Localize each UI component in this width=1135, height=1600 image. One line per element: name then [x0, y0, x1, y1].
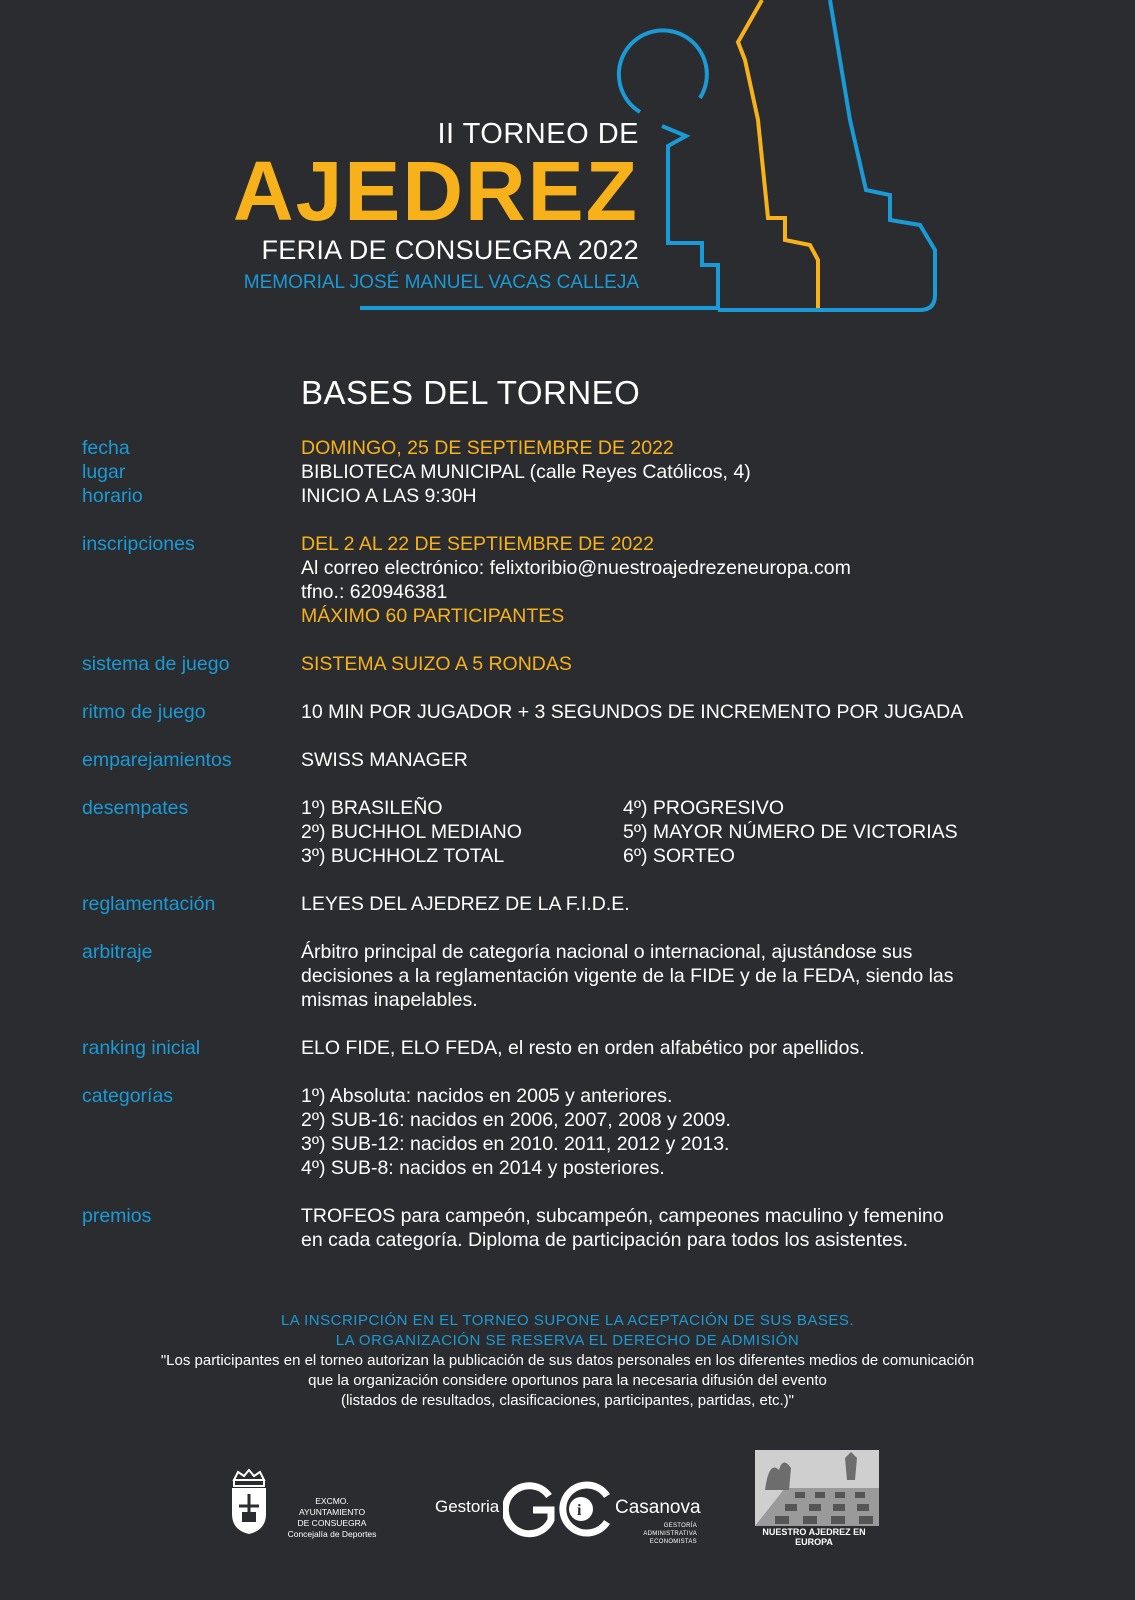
gestoria-word: Gestoria [435, 1497, 500, 1516]
casanova-sub2: ECONOMISTAS [649, 1539, 697, 1545]
categorias-value [301, 1084, 1082, 1180]
title-line1: II TORNEO DE [437, 118, 639, 150]
note-admission: LA ORGANIZACIÓN SE RESERVA EL DERECHO DE ADMISIÓN [335, 1332, 800, 1349]
desempate-item: 3º) BUCHHOLZ TOTAL [301, 845, 505, 867]
bases-list [82, 436, 1082, 1252]
row-horario [82, 484, 1082, 508]
sistema-label: sistema de juego [82, 653, 230, 675]
inscripciones-dates: DEL 2 AL 22 DE SEPTIEMBRE DE 2022 [301, 533, 654, 555]
note-privacy-line3: (listados de resultados, clasificaciones, participantes, partidas, etc.)" [340, 1392, 795, 1409]
inscripciones-label: inscripciones [82, 533, 195, 555]
casanova-subtitle [615, 1522, 697, 1546]
casanova-word: Casanova [615, 1497, 701, 1518]
arbitraje-line: mismas inapelables. [301, 989, 478, 1011]
title-block [233, 118, 639, 296]
consuegra-coat-of-arms-icon [228, 1468, 270, 1536]
desempate-item: 6º) SORTEO [623, 845, 735, 867]
sistema-value: SISTEMA SUIZO A 5 RONDAS [301, 653, 572, 675]
title-memorial: MEMORIAL JOSÉ MANUEL VACAS CALLEJA [243, 272, 639, 293]
ayuntamiento-text [284, 1496, 380, 1540]
reglamentacion-value: LEYES DEL AJEDREZ DE LA F.I.D.E. [301, 893, 630, 915]
categoria-line: 3º) SUB-12: nacidos en 2010. 2011, 2012 y 2013. [301, 1133, 730, 1155]
row-fecha [82, 436, 1082, 460]
categoria-line: 2º) SUB-16: nacidos en 2006, 2007, 2008 y 2009. [301, 1109, 731, 1131]
desempates-col2 [623, 796, 958, 868]
lugar-label: lugar [82, 461, 126, 483]
categoria-line: 1º) Absoluta: nacidos en 2005 y anteriores. [301, 1085, 673, 1107]
footer-note [0, 1311, 1135, 1411]
arbitraje-value [301, 940, 1082, 1012]
ritmo-label: ritmo de juego [82, 701, 206, 723]
desempate-item: 5º) MAYOR NÚMERO DE VICTORIAS [623, 821, 958, 843]
ayto-line3: Concejalía de Deportes [287, 1529, 377, 1539]
chessboard-engraving-icon [755, 1450, 879, 1526]
gc-monogram-icon [503, 1480, 611, 1538]
note-privacy-line1: "Los participantes en el torneo autorizan la publicación de sus datos personales en los diferentes medios de comunicación [160, 1352, 975, 1369]
note-acceptance: LA INSCRIPCIÓN EN EL TORNEO SUPONE LA ACEPTACIÓN DE SUS BASES. [280, 1312, 855, 1329]
row-ritmo [82, 700, 1082, 724]
desempate-item: 2º) BUCHHOL MEDIANO [301, 821, 522, 843]
row-inscripciones [82, 532, 1082, 628]
premios-line: TROFEOS para campeón, subcampeón, campeones maculino y femenino [301, 1205, 944, 1227]
row-categorias [82, 1084, 1082, 1180]
categorias-label: categorías [82, 1085, 174, 1107]
title-subtitle: FERIA DE CONSUEGRA 2022 [261, 235, 639, 265]
svg-text:i: i [577, 1502, 582, 1519]
casanova-sub1: GESTORÍA ADMINISTRATIVA [643, 1523, 697, 1537]
row-arbitraje [82, 940, 1082, 1012]
desempates-col1 [301, 796, 623, 868]
reglamentacion-label: reglamentación [82, 893, 216, 915]
row-lugar [82, 460, 1082, 484]
desempates-value [301, 796, 1082, 868]
horario-label: horario [82, 485, 143, 507]
desempate-item: 4º) PROGRESIVO [623, 797, 784, 819]
inscripciones-email: Al correo electrónico: felixtoribio@nuestroajedrezeneuropa.com [301, 557, 851, 579]
ranking-value: ELO FIDE, ELO FEDA, el resto en orden alfabético por apellidos. [301, 1037, 865, 1059]
horario-value: INICIO A LAS 9:30H [301, 485, 477, 507]
emparejamientos-label: emparejamientos [82, 749, 232, 771]
arbitraje-label: arbitraje [82, 941, 153, 963]
row-ranking [82, 1036, 1082, 1060]
row-reglamentacion [82, 892, 1082, 916]
row-desempates [82, 796, 1082, 868]
arbitraje-line: decisiones a la reglamentación vigente de la FIDE y de la FEDA, siendo las [301, 965, 954, 987]
desempate-item: 1º) BRASILEÑO [301, 797, 443, 819]
premios-label: premios [82, 1205, 152, 1227]
fecha-value: DOMINGO, 25 DE SEPTIEMBRE DE 2022 [301, 437, 674, 459]
fecha-label: fecha [82, 437, 130, 459]
title-main: AJEDREZ [232, 144, 639, 238]
lugar-value: BIBLIOTECA MUNICIPAL (calle Reyes Católicos, 4) [301, 461, 751, 483]
sponsor-logos [0, 1440, 1135, 1560]
ayto-line1: EXCMO. AYUNTAMIENTO [298, 1496, 366, 1517]
desempates-label: desempates [82, 797, 189, 819]
nae-caption: NUESTRO AJEDREZ EN EUROPA [762, 1527, 866, 1547]
ranking-label: ranking inicial [82, 1037, 201, 1059]
inscripciones-phone: tfno.: 620946381 [301, 581, 448, 603]
row-premios [82, 1204, 1082, 1252]
header [0, 0, 1135, 330]
row-sistema [82, 652, 1082, 676]
note-privacy-line2: que la organización considere oportunos para la necesaria difusión del evento [308, 1372, 827, 1389]
inscripciones-value [301, 532, 1082, 628]
ritmo-value: 10 MIN POR JUGADOR + 3 SEGUNDOS DE INCREMENTO POR JUGADA [301, 701, 964, 723]
ayto-line2: DE CONSUEGRA [297, 1518, 367, 1528]
row-emparejamientos [82, 748, 1082, 772]
emparejamientos-value: SWISS MANAGER [301, 749, 468, 771]
inscripciones-max: MÁXIMO 60 PARTICIPANTES [301, 605, 565, 627]
premios-value [301, 1204, 1082, 1252]
arbitraje-line: Árbitro principal de categoría nacional o internacional, ajustándose sus [301, 941, 913, 963]
premios-line: en cada categoría. Diploma de participación para todos los asistentes. [301, 1229, 909, 1251]
bases-title: BASES DEL TORNEO [301, 374, 641, 411]
categoria-line: 4º) SUB-8: nacidos en 2014 y posteriores. [301, 1157, 665, 1179]
